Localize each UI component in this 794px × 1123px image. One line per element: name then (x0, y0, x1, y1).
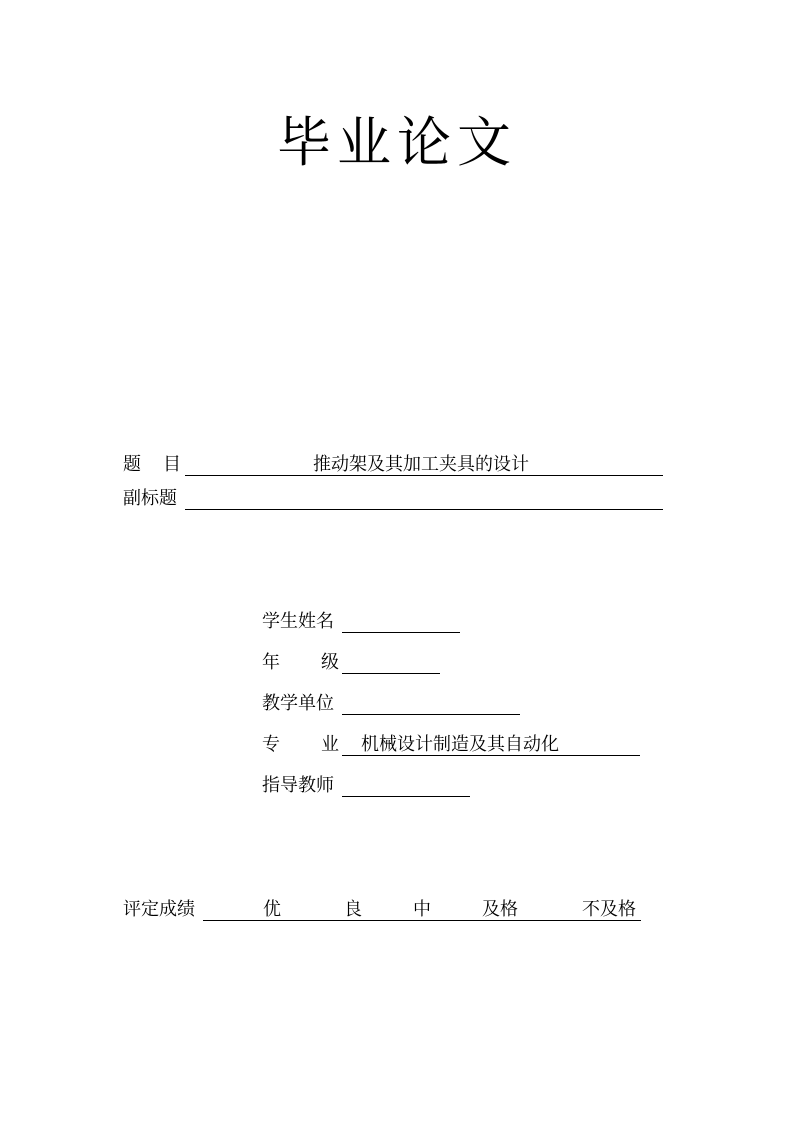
topic-value: 推动架及其加工夹具的设计 (313, 454, 529, 475)
student-name-label: 学生姓名 (262, 611, 334, 632)
major-label-second: 业 (321, 734, 339, 755)
document-title: 毕业论文 (277, 111, 517, 174)
grade-option-good: 良 (344, 899, 362, 920)
grade-year-label-second: 级 (321, 652, 339, 673)
grade-year-label-first: 年 (262, 652, 280, 673)
major-label-first: 专 (262, 734, 280, 755)
department-row (262, 692, 542, 716)
grade-year-underline (342, 651, 440, 674)
student-name-row (262, 610, 522, 634)
subtitle-label: 副标题 (123, 488, 177, 509)
major-value: 机械设计制造及其自动化 (361, 734, 559, 755)
grade-option-excellent: 优 (263, 899, 281, 920)
advisor-label: 指导教师 (262, 775, 334, 796)
advisor-row (262, 774, 522, 798)
grade-year-row (262, 651, 522, 675)
grade-option-pass: 及格 (482, 899, 518, 920)
subtitle-underline (185, 487, 663, 510)
grade-option-medium: 中 (413, 899, 431, 920)
department-underline (342, 692, 520, 715)
evaluation-label: 评定成绩 (123, 899, 195, 920)
evaluation-row (123, 898, 663, 922)
grade-option-fail: 不及格 (582, 899, 636, 920)
advisor-underline (342, 774, 470, 797)
student-name-underline (342, 610, 460, 633)
topic-label-first: 题 (123, 454, 141, 475)
topic-row (123, 453, 668, 477)
major-row (262, 733, 662, 757)
department-label: 教学单位 (262, 693, 334, 714)
subtitle-row (123, 487, 668, 511)
topic-label-second: 目 (163, 454, 181, 475)
